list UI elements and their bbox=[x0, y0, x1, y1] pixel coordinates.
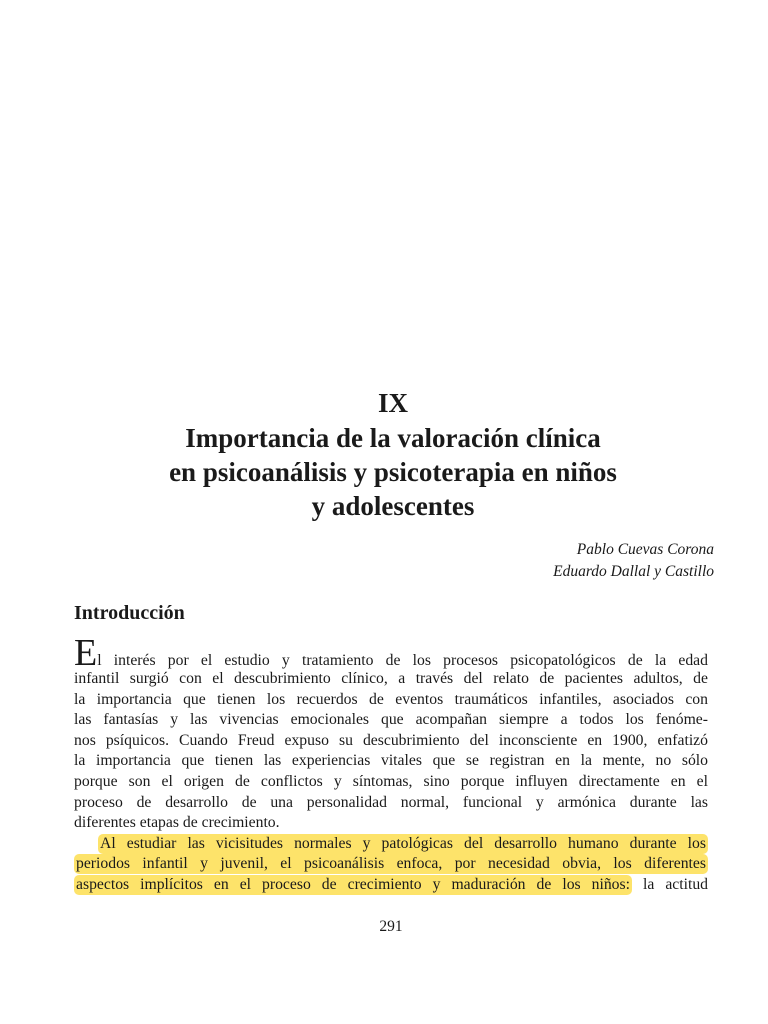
highlighted-text: periodos infantil y juvenil, el psicoanálisis enfoca, por necesidad obvia, los diferentes bbox=[76, 855, 706, 873]
highlighted-text: Al estudiar las vicisitudes normales y patológicas del desarrollo humano durante los bbox=[100, 834, 706, 852]
paragraph-line-highlighted bbox=[74, 875, 708, 896]
paragraph-line-highlighted bbox=[74, 854, 708, 875]
paragraph-line: las fantasías y las vivencias emocionales que acompañan siempre a todos los fenóme- bbox=[74, 711, 708, 729]
highlighted-text: aspectos implícitos en el proceso de crecimiento y maduración de los niños: bbox=[76, 875, 630, 893]
paragraph-line: proceso de desarrollo de una personalidad normal, funcional y armónica durante las bbox=[74, 793, 708, 811]
section-heading: Introducción bbox=[74, 602, 185, 624]
body-text bbox=[74, 632, 709, 896]
paragraph-line: diferentes etapas de crecimiento. bbox=[74, 814, 280, 832]
chapter-title-line: en psicoanálisis y psicoterapia en niños bbox=[169, 457, 617, 487]
chapter-title bbox=[0, 421, 768, 523]
author-name: Pablo Cuevas Corona bbox=[576, 541, 714, 558]
paragraph-line bbox=[74, 632, 708, 674]
drop-cap-letter: E bbox=[74, 632, 98, 674]
author-name: Eduardo Dallal y Castillo bbox=[553, 563, 714, 580]
page-number: 291 bbox=[379, 918, 403, 935]
paragraph-line: nos psíquicos. Cuando Freud expuso su descubrimiento del inconsciente en 1900, enfatizó bbox=[74, 731, 708, 749]
trailing-text: la actitud bbox=[643, 875, 709, 893]
author-list bbox=[553, 539, 714, 583]
chapter-title-line: y adolescentes bbox=[311, 491, 475, 521]
chapter-number: IX bbox=[377, 388, 408, 418]
paragraph-line-highlighted bbox=[74, 834, 708, 855]
paragraph-line: la importancia que tienen los recuerdos de eventos traumáticos infantiles, asociados con bbox=[74, 690, 708, 708]
paragraph-line: la importancia que tienen las experiencias vitales que se registran en la mente, no sólo bbox=[74, 752, 708, 770]
paragraph-line: porque son el origen de conflictos y síntomas, sino porque influyen directamente en el bbox=[74, 772, 708, 790]
chapter-title-line: Importancia de la valoración clínica bbox=[185, 423, 601, 453]
paragraph-line: infantil surgió con el descubrimiento clínico, a través del relato de pacientes adultos, de bbox=[74, 670, 708, 687]
first-line-text: l interés por el estudio y tratamiento de los procesos psicopatológicos de la edad bbox=[97, 652, 708, 669]
